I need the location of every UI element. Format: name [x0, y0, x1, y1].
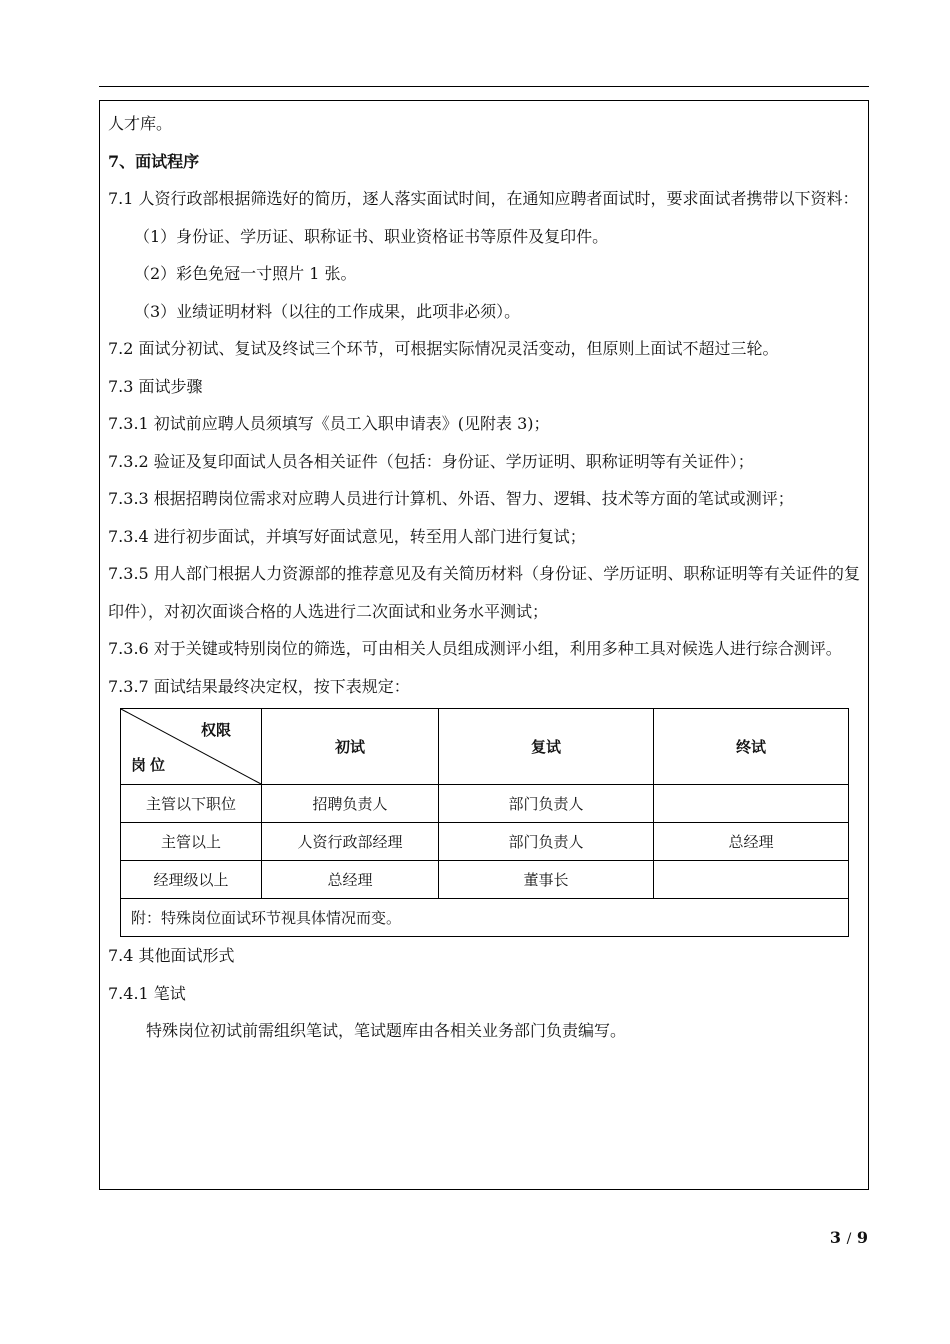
table-row: [121, 823, 849, 861]
cell-position: 经理级以上: [121, 861, 262, 899]
cell-final: [654, 785, 849, 823]
cell-position: 主管以下职位: [121, 785, 262, 823]
cell-final: [654, 861, 849, 899]
list-item: （3）业绩证明材料（以往的工作成果，此项非必须）。: [134, 301, 521, 321]
content-frame: [99, 100, 869, 1190]
paragraph-7-3-6: 7.3.6 对于关键或特别岗位的筛选，可由相关人员组成测评小组，利用多种工具对候选人进行综合测评。: [108, 639, 842, 658]
text-line: 7.4.1 笔试: [108, 983, 186, 1003]
list-item: （2）彩色免冠一寸照片 1 张。: [134, 264, 357, 283]
cell-second: 部门负责人: [439, 823, 654, 861]
list-item: （1）身份证、学历证、职称证书、职业资格证书等原件及复印件。: [134, 226, 609, 246]
text-line: 7.3.1 初试前应聘人员须填写《员工入职申请表》(见附表 3)；: [108, 414, 550, 433]
cell-first: 人资行政部经理: [262, 823, 439, 861]
text-line: 7.3.2 验证及复印面试人员各相关证件（包括：身份证、学历证明、职称证明等有关证件）；: [108, 451, 754, 471]
cell-first: 总经理: [262, 861, 439, 899]
paragraph-7-2: 7.2 面试分初试、复试及终试三个环节，可根据实际情况灵活变动，但原则上面试不超过三轮。: [108, 339, 779, 358]
subsection-heading: 7.4 其他面试形式: [108, 946, 235, 965]
page-total: 9: [856, 1228, 868, 1247]
cell-second: 董事长: [439, 861, 654, 899]
page-separator: /: [846, 1231, 852, 1247]
text-line: 特殊岗位初试前需组织笔试，笔试题库由各相关业务部门负责编写。: [146, 1021, 627, 1040]
cell-second: 部门负责人: [439, 785, 654, 823]
paragraph-7-3-5: 7.3.5 用人部门根据人力资源部的推荐意见及有关简历材料（身份证、学历证明、职称证明等有关证件的复印件），对初次面谈合格的人选进行二次面试和业务水平测试；: [108, 564, 860, 621]
authority-table: [120, 708, 849, 937]
page-current: 3: [829, 1228, 841, 1247]
paragraph-7-3-3: 7.3.3 根据招聘岗位需求对应聘人员进行计算机、外语、智力、逻辑、技术等方面的笔试或测评；: [108, 489, 794, 508]
cell-position: 主管以上: [121, 823, 262, 861]
table-note: 附：特殊岗位面试环节视具体情况而变。: [121, 899, 849, 937]
header-first-interview: 初试: [262, 709, 439, 785]
header-authority: 权限: [200, 721, 231, 739]
header-final-interview: 终试: [654, 709, 849, 785]
table-header-row: [121, 709, 849, 785]
table-note-row: [121, 899, 849, 937]
table-row: [121, 861, 849, 899]
document-body: [108, 105, 860, 1050]
table-row: [121, 785, 849, 823]
paragraph-7-1: 7.1 人资行政部根据筛选好的简历，逐人落实面试时间，在通知应聘者面试时，要求面试者携带以下资料：: [108, 189, 859, 208]
header-second-interview: 复试: [439, 709, 654, 785]
cell-final: 总经理: [654, 823, 849, 861]
diagonal-header-cell: [121, 709, 262, 785]
header-position: 岗位: [131, 756, 170, 774]
page-number: [830, 1228, 868, 1247]
text-line: 人才库。: [108, 114, 173, 133]
header-rule: [99, 86, 869, 87]
section-heading: 7、面试程序: [108, 151, 200, 171]
subsection-heading: 7.3 面试步骤: [108, 376, 203, 396]
text-line: 7.3.4 进行初步面试，并填写好面试意见，转至用人部门进行复试；: [108, 526, 586, 546]
cell-first: 招聘负责人: [262, 785, 439, 823]
text-line: 7.3.7 面试结果最终决定权，按下表规定：: [108, 676, 410, 696]
